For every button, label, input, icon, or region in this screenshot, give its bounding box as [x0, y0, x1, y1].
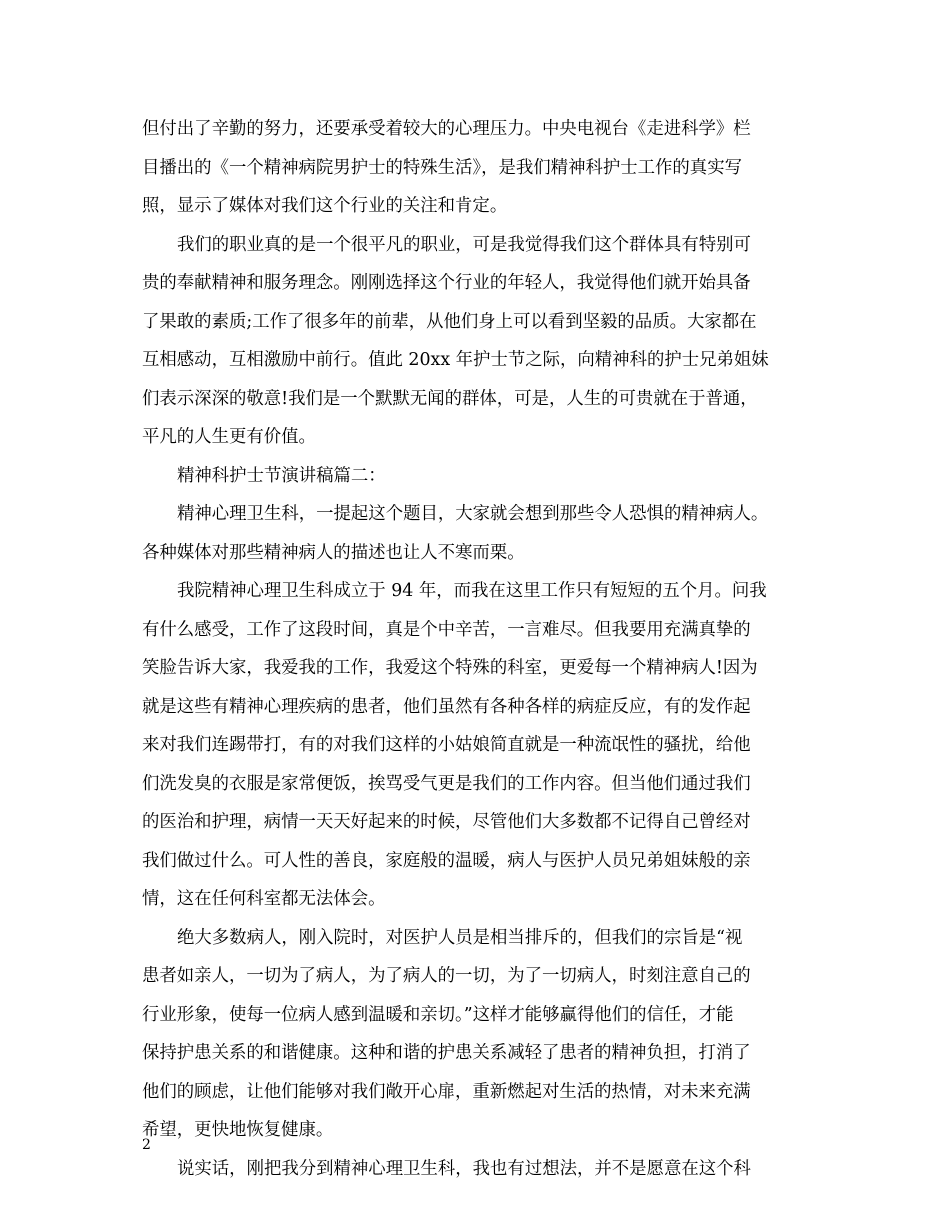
text-line: 了果敢的素质;工作了很多年的前辈，从他们身上可以看到坚毅的品质。大家都在 [142, 311, 757, 332]
text-line: 我们的职业真的是一个很平凡的职业，可是我觉得我们这个群体具有特别可 [177, 234, 751, 255]
text-line: 目播出的《一个精神病院男护士的特殊生活》，是我们精神科护士工作的真实写 [142, 157, 742, 178]
text-line: 患者如亲人，一切为了病人，为了病人的一切，为了一切病人，时刻注意自己的 [142, 966, 751, 986]
text-line: 精神心理卫生科，一提起这个题目，大家就会想到那些令人恐惧的精神病人。 [177, 504, 769, 524]
text-line: 各种媒体对那些精神病人的描述也让人不寒而栗。 [142, 542, 525, 563]
text-line: 我们做过什么。可人性的善良，家庭般的温暖，病人与医护人员兄弟姐妹般的亲 [142, 850, 751, 871]
text-line: 笑脸告诉大家，我爱我的工作，我爱这个特殊的科室，更爱每一个精神病人!因为 [142, 658, 758, 678]
text-line: 说实话，刚把我分到精神心理卫生科，我也有过想法，并不是愿意在这个科 [177, 1158, 751, 1179]
text-line: 情，这在任何科室都无法体会。 [142, 889, 386, 909]
text-line: 我院精神心理卫生科成立于 94 年，而我在这里工作只有短短的五个月。问我 [177, 581, 767, 601]
text-line: 们洗发臭的衣服是家常便饭，挨骂受气更是我们的工作内容。但当他们通过我们 [142, 773, 751, 794]
text-line: 希望，更快地恢复健康。 [142, 1120, 334, 1140]
text-line: 们表示深深的敬意!我们是一个默默无闻的群体，可是，人生的可贵就在于普通， [142, 388, 758, 409]
text-line: 的医治和护理，病情一天天好起来的时候，尽管他们大多数都不记得自己曾经对 [142, 812, 751, 832]
text-line: 贵的奉献精神和服务理念。刚刚选择这个行业的年轻人，我觉得他们就开始具备 [142, 273, 751, 293]
text-line: 有什么感受，工作了这段时间，真是个中辛苦，一言难尽。但我要用充满真挚的 [142, 619, 751, 640]
text-line: 行业形象，使每一位病人感到温暖和亲切。”这样才能够赢得他们的信任，才能 [142, 1004, 734, 1025]
text-line: 互相感动，互相激励中前行。值此 20xx 年护士节之际，向精神科的护士兄弟姐妹 [142, 350, 769, 370]
body-text [142, 110, 812, 1188]
text-line: 但付出了辛勤的努力，还要承受着较大的心理压力。中央电视台《走进科学》栏 [142, 119, 751, 139]
text-line: 平凡的人生更有价值。 [142, 427, 316, 447]
page-number: 2 [142, 1137, 151, 1153]
text-line: 绝大多数病人，刚入院时，对医护人员是相当排斥的，但我们的宗旨是“视 [177, 927, 743, 948]
text-line: 他们的顾虑，让他们能够对我们敞开心扉，重新燃起对生活的热情，对未来充满 [142, 1081, 751, 1102]
text-line: 来对我们连踢带打，有的对我们这样的小姑娘简直就是一种流氓性的骚扰，给他 [142, 735, 751, 755]
text-line: 照，显示了媒体对我们这个行业的关注和肯定。 [142, 196, 508, 216]
text-line: 就是这些有精神心理疾病的患者，他们虽然有各种各样的病症反应，有的发作起 [142, 696, 751, 717]
text-line: 保持护患关系的和谐健康。这种和谐的护患关系减轻了患者的精神负担，打消了 [142, 1043, 751, 1063]
text-line: 精神科护士节演讲稿篇二： [177, 465, 386, 486]
